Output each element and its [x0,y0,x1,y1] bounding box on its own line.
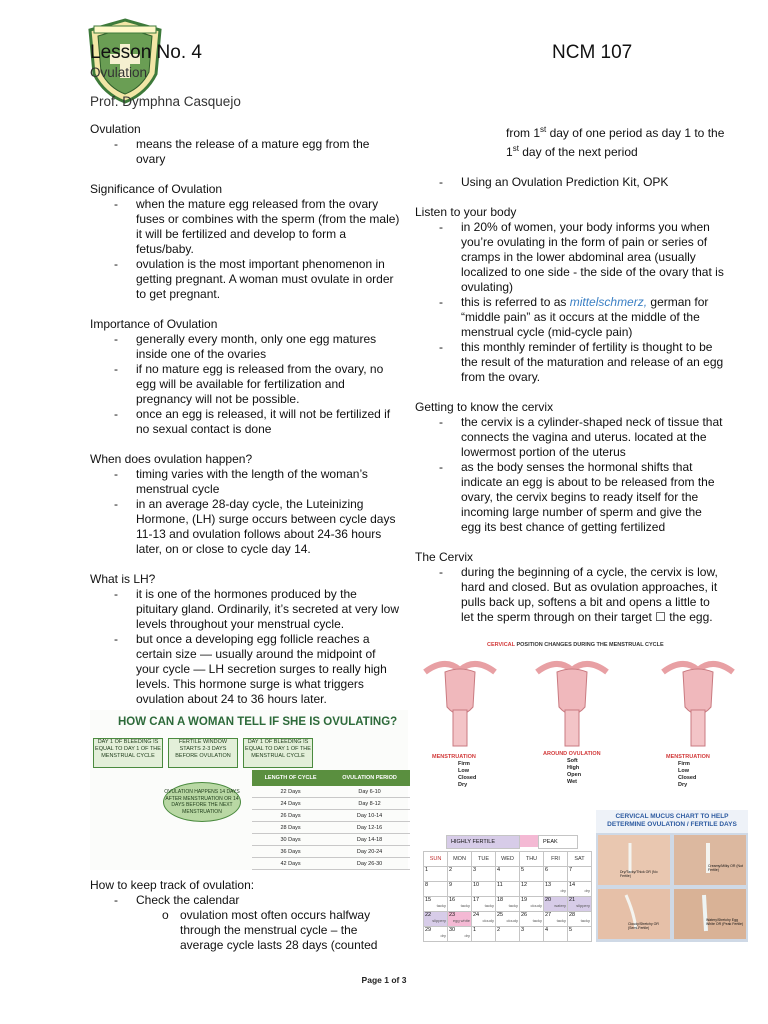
mucus-note: cloudy [530,903,542,908]
table-cell: Day 12-16 [329,822,410,834]
calendar-day [520,897,544,912]
calendar-day [568,867,592,882]
sub-bullet-list [90,908,400,953]
calendar-day [448,927,472,942]
day-number: 2 [497,927,501,933]
calendar-day [424,927,448,942]
table-header: LENGTH OF CYCLE [252,770,329,786]
text-fragment: day of the next period [518,145,638,159]
day-number: 12 [521,882,528,888]
calendar-day [568,897,592,912]
bullet-list [415,415,725,535]
day-number: 15 [425,897,432,903]
cervix-figure-title [487,642,664,648]
day-number: 20 [545,897,552,903]
right-column [415,122,725,625]
list-item: - timing varies with the length of the woman’s menstrual cycle [136,467,400,497]
label-line: Firm [458,761,470,767]
day-number: 27 [545,912,552,918]
calendar-day [496,927,520,942]
day-header: MON [448,852,472,867]
day-number: 5 [569,927,573,933]
day-number: 13 [545,882,552,888]
calendar-day [520,927,544,942]
calendar-day [424,897,448,912]
day-header: SUN [424,852,448,867]
day-number: 6 [545,867,549,873]
day-number: 18 [497,897,504,903]
mucus-note: tacky [580,918,590,923]
list-item: - once an egg is released, it will not be fertilized if no sexual contact is done [136,407,400,437]
professor-name: Prof. Dymphna Casquejo [90,94,241,109]
section-heading: Listen to your body [415,205,517,219]
section-heading: How to keep track of ovulation: [90,878,255,892]
day-number: 25 [497,912,504,918]
text-fragment: this is referred to as [461,295,570,309]
label-lines [432,761,476,789]
label-heading: AROUND OVULATION [543,751,601,757]
label-lines [543,758,601,786]
cycle-length-table [252,770,410,870]
mucus-note: tacky [460,903,470,908]
calendar-week [424,867,592,882]
uterus-illustration [537,664,607,746]
info-box: DAY 1 OF BLEEDING IS EQUAL TO DAY 1 OF THE MENSTRUAL CYCLE [243,738,313,768]
label-line: Closed [458,775,477,781]
day-number: 17 [473,897,480,903]
day-number: 22 [425,912,432,918]
label-line: Dry [678,782,688,788]
label-heading: MENSTRUATION [666,754,710,760]
table-row [252,846,410,858]
superscript: st [512,144,519,153]
table-row [252,786,410,798]
list-item: - means the release of a mature egg from the ovary [136,137,400,167]
list-item: - generally every month, only one egg matures inside one of the ovaries [136,332,400,362]
section-heading: When does ovulation happen? [90,452,253,466]
list-item: - when the mature egg released from the ovary fuses or combines with the sperm (from the male) it will be fertilized and develop to form a fetus/baby. [136,197,400,257]
mucus-label: Creamy/Milky OR (Not Fertile) [708,864,744,872]
cervix-label-menstruation [432,754,476,789]
table-cell: 28 Days [252,822,329,834]
calendar-day [544,897,568,912]
course-code: NCM 107 [552,42,633,63]
calendar-day [496,897,520,912]
mucus-note: cloudy [506,918,518,923]
label-line: Open [567,772,582,778]
list-item: - Check the calendar [136,893,400,908]
table-cell: 26 Days [252,810,329,822]
calendar-day [472,927,496,942]
day-number: 21 [569,897,576,903]
continued-text [415,122,725,160]
list-item: - it is one of the hormones produced by the pituitary gland. Ordinarily, it’s secreted at very low levels throughout your menstrual cycle. [136,587,400,632]
mucus-note: tacky [508,903,518,908]
info-box: DAY 1 OF BLEEDING IS EQUAL TO DAY 1 OF THE MENSTRUAL CYCLE [93,738,163,768]
fertility-calendar [423,851,592,942]
calendar-day [544,912,568,927]
list-item: - if no mature egg is released from the ovary, no egg will be available for fertilization and pregnancy will not be possible. [136,362,400,407]
calendar-body [424,867,592,942]
mucus-note: cloudy [482,918,494,923]
day-number: 11 [497,882,503,888]
bullet-list [90,137,400,167]
page-footer: Page 1 of 3 [361,975,407,985]
table-cell: 22 Days [252,786,329,798]
section-heading: What is LH? [90,572,156,586]
mucus-note: tacky [436,903,446,908]
mucus-label: Dry/Tacky/Thick OR (No Fertile) [620,870,658,878]
mucus-note: dry [440,933,446,938]
calendar-day [520,867,544,882]
calendar-day [448,897,472,912]
calendar-day [448,882,472,897]
section-heading: Getting to know the cervix [415,400,554,414]
mucus-note: dry [560,888,566,893]
table-cell: Day 6-10 [329,786,410,798]
mucus-note: slippery [576,903,590,908]
list-item: o ovulation most often occurs halfway through the menstrual cycle – the average cycle lasts 28 days (counted [180,908,400,953]
legend-peak: PEAK [538,835,578,849]
list-item: - in an average 28-day cycle, the Luteinizing Hormone, (LH) surge occurs between cycle days 11-13 and ovulation follows about 24-36 hours later, on or close to cycle day 14. [136,497,400,557]
day-number: 10 [473,882,480,888]
label-line: Closed [678,775,697,781]
list-item: - ovulation is the most important phenomenon in getting pregnant. A woman must ovulate in order to get pregnant. [136,257,400,302]
lesson-topic: Ovulation [90,65,148,80]
bullet-list [90,467,400,557]
label-line: Low [458,768,469,774]
label-line: Firm [678,761,690,767]
section-heading: Significance of Ovulation [90,182,223,196]
label-line: Dry [458,782,468,788]
list-item: - the cervix is a cylinder-shaped neck of tissue that connects the vagina and uterus. located at the lowermost portion of the uterus [461,415,725,460]
calendar-day [520,882,544,897]
cervical-mucus-chart [596,810,748,942]
table-cell: 30 Days [252,834,329,846]
day-number: 23 [449,912,456,918]
day-number: 4 [497,867,501,873]
day-header: TUE [472,852,496,867]
calendar-day [472,897,496,912]
section-heading: Ovulation [90,122,141,136]
legend-highly-fertile: HIGHLY FERTILE [446,835,520,849]
info-box: FERTILE WINDOW STARTS 2-3 DAYS BEFORE OVULATION [168,738,238,768]
bullet-list [415,565,725,625]
list-item: - this monthly reminder of fertility is thought to be the result of the maturation and release of an egg from the ovary. [461,340,725,385]
cervix-label-menstruation [666,754,710,789]
day-number: 16 [449,897,456,903]
table-row [252,858,410,870]
day-number: 1 [473,927,477,933]
table-cell: 42 Days [252,858,329,870]
mucus-note: watery [554,903,566,908]
calendar-day [448,867,472,882]
mittelschmerz-term: mittelschmerz, [569,295,648,309]
mucus-note: dry [464,933,470,938]
calendar-day [544,882,568,897]
table-cell: Day 10-14 [329,810,410,822]
calendar-day [472,867,496,882]
day-number: 9 [449,882,453,888]
list-item: - in 20% of women, your body informs you when you’re ovulating in the form of pain or series of cramps in the lower abdominal area (usually localized to one side - the side of the ovary that is ovulating) [461,220,725,295]
label-line: Wet [567,779,577,785]
calendar-week [424,912,592,927]
table-cell: Day 8-12 [329,798,410,810]
section-heading: Importance of Ovulation [90,317,218,331]
calendar-day [568,912,592,927]
lesson-number: Lesson No. 4 [90,42,202,63]
bullet-list [90,893,400,908]
day-header: SAT [568,852,592,867]
calendar-day [544,867,568,882]
label-lines [666,761,710,789]
table-row [252,822,410,834]
text-fragment: from 1 [506,126,541,140]
list-item: - during the beginning of a cycle, the cervix is low, hard and closed. But as ovulation approaches, it pulls back up, softens a bit and opens a little to let the sperm through on their target ☐ the egg. [461,565,725,625]
calendar-day [568,927,592,942]
table-cell: Day 26-30 [329,858,410,870]
mucus-note: egg white [452,918,470,923]
list-item [461,295,725,340]
day-number: 8 [425,882,429,888]
day-header: WED [496,852,520,867]
label-line: High [567,765,580,771]
mucus-label: Watery/Stretchy Egg White OR (Peak Fertile) [706,918,744,926]
day-number: 1 [425,867,429,873]
calendar-day [424,867,448,882]
day-number: 19 [521,897,528,903]
left-column [90,122,400,707]
table-header: OVULATION PERIOD [329,770,410,786]
day-header: THU [520,852,544,867]
calendar-legend [424,835,584,849]
calendar-day [496,867,520,882]
table-row [252,798,410,810]
label-line: Soft [567,758,578,764]
superscript: st [540,125,547,134]
calendar-day [472,912,496,927]
info-oval: OVULATION HAPPENS 14 DAYS AFTER MENSTRUATION OR 14 DAYS BEFORE THE NEXT MENSTRUATION [163,782,241,822]
calendar-day [568,882,592,897]
bullet-list [90,332,400,437]
day-number: 29 [425,927,432,933]
track-ovulation-section [90,878,400,953]
day-number: 26 [521,912,528,918]
bullet-list [90,587,400,707]
bullet-list [415,175,725,190]
day-number: 7 [569,867,573,873]
table-cell: Day 14-18 [329,834,410,846]
list-item: - as the body senses the hormonal shifts that indicate an egg is about to be released from the ovary, the cervix begins to ready itself for the incoming large number of sperm and give the egg its best chance of getting fertilized [461,460,725,535]
calendar-day [448,912,472,927]
table-cell: Day 20-24 [329,846,410,858]
mucus-note: tacky [532,918,542,923]
section-heading: The Cervix [415,550,474,564]
infographic-title: HOW CAN A WOMAN TELL IF SHE IS OVULATING? [118,716,398,728]
calendar-day [520,912,544,927]
calendar-day [544,927,568,942]
calendar-day [424,912,448,927]
day-number: 5 [521,867,525,873]
calendar-day [424,882,448,897]
legend-swatch [520,835,538,847]
day-header: FRI [544,852,568,867]
label-heading: MENSTRUATION [432,754,476,760]
calendar-day [472,882,496,897]
title-fragment: POSITION CHANGES DURING THE MENSTRUAL CYCLE [514,642,664,648]
day-number: 2 [449,867,453,873]
day-number: 4 [545,927,549,933]
calendar-week [424,897,592,912]
day-number: 3 [521,927,525,933]
day-number: 24 [473,912,480,918]
day-number: 30 [449,927,456,933]
calendar-week [424,927,592,942]
list-item: - but once a developing egg follicle reaches a certain size — usually around the midpoint of your cycle — LH secretion surges to really high levels. This hormone surge is what triggers ovulation about 24 to 36 hours later. [136,632,400,707]
table-row [252,810,410,822]
text-fragment: german for “middle pain” as it occurs at the middle of the menstrual cycle (mid-cycle pain) [461,295,709,339]
uterus-illustration [663,664,733,746]
calendar-week [424,882,592,897]
day-number: 14 [569,882,576,888]
mucus-note: tacky [484,903,494,908]
table-cell: 36 Days [252,846,329,858]
mucus-chart-title: CERVICAL MUCUS CHART TO HELP DETERMINE OVULATION / FERTILE DAYS [596,810,748,833]
day-number: 3 [473,867,477,873]
mucus-note: slippery [432,918,446,923]
cervix-label-ovulation [543,751,601,786]
bullet-list [90,197,400,302]
calendar-day [496,912,520,927]
label-line: Low [678,768,689,774]
table-cell: 24 Days [252,798,329,810]
title-fragment: CERVICAL [487,642,515,648]
mucus-note: dry [584,888,590,893]
calendar-day [496,882,520,897]
uterus-illustrations [415,652,750,750]
table-row [252,834,410,846]
uterus-illustration [425,664,495,746]
list-item: - Using an Ovulation Prediction Kit, OPK [461,175,725,190]
mucus-note: tacky [556,918,566,923]
mucus-label: Cloudy/Stretchy OR (Semi-Fertile) [628,922,659,930]
day-number: 28 [569,912,576,918]
bullet-list [415,220,725,385]
text-fragment: day of one period as day 1 to the 1 [506,126,725,159]
